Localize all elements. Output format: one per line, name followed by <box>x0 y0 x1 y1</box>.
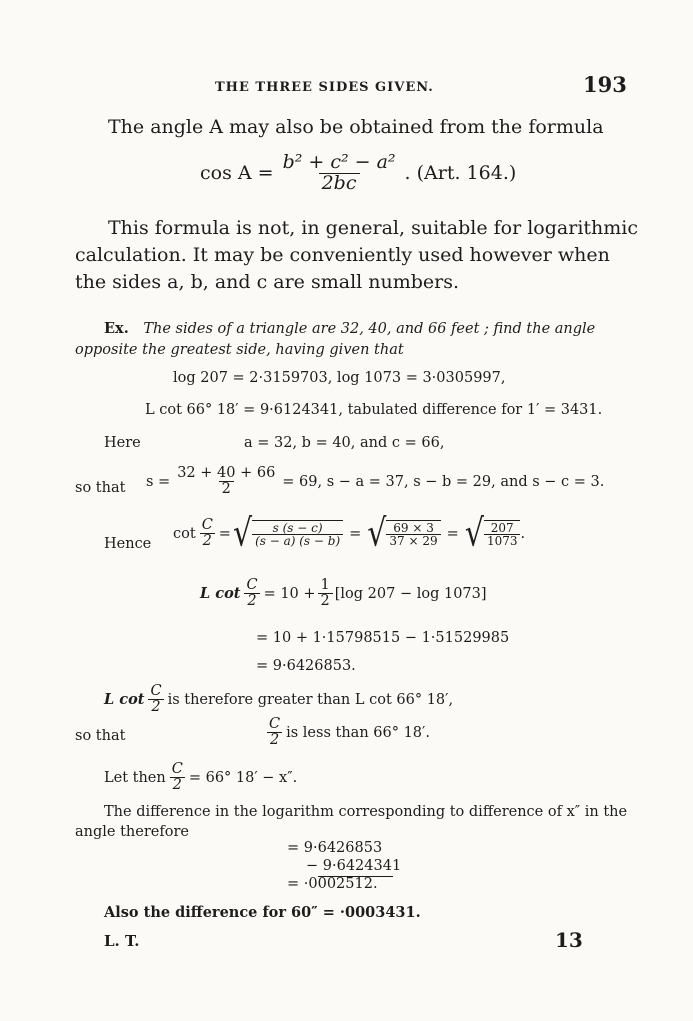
greater-line <box>104 684 453 715</box>
less-line <box>263 717 430 748</box>
lcot-equation <box>200 578 487 609</box>
eq-2: = <box>349 525 362 542</box>
rad3-den: 1073 <box>484 534 521 548</box>
subtraction-result: = ·0002512. <box>287 876 378 892</box>
let-half-c <box>169 762 186 793</box>
sqrt-icon: √ <box>464 511 484 555</box>
s-fraction <box>174 466 278 497</box>
lcot-rhs-b: [log 207 − log 1073] <box>334 585 487 602</box>
rad3-num: 207 <box>490 520 514 535</box>
rad2-den: 37 × 29 <box>386 534 440 548</box>
s-rest: = 69, s − a = 37, s − b = 29, and s − c = 3. <box>282 473 605 490</box>
rad2-num: 69 × 3 <box>393 520 434 535</box>
let-line <box>104 762 297 793</box>
let-rest: = 66° 18′ − x″. <box>188 769 298 786</box>
intro-line: The angle A may also be obtained from the formula <box>108 116 604 138</box>
lcot-half-den: 2 <box>318 593 333 609</box>
para-line-1: This formula is not, in general, suitable for logarithmic <box>108 217 639 239</box>
also-difference: Also the difference for 60″ = ·0003431. <box>104 904 421 921</box>
radical-2-fraction <box>386 520 440 548</box>
so-that-label: so that <box>75 480 126 496</box>
signature-mark: L. T. <box>104 932 140 950</box>
eq-3: = <box>446 525 459 542</box>
example-statement-1 <box>104 320 595 337</box>
example-statement-2: opposite the greatest side, having given that <box>75 342 404 358</box>
lcot-half-c-den: 2 <box>244 593 259 609</box>
half-c-den: 2 <box>200 533 215 549</box>
step-3: = 9·6426853. <box>256 658 356 674</box>
s-lhs: s = <box>146 473 171 490</box>
radical-3-fraction <box>484 520 521 548</box>
diff-line-2: angle therefore <box>75 824 189 840</box>
s-denominator: 2 <box>219 481 234 497</box>
let-half-c-num: C <box>171 761 183 777</box>
radical-2 <box>367 511 440 555</box>
less-half-c-num: C <box>269 716 281 732</box>
here-label: Here <box>104 435 141 451</box>
semi-perimeter-line <box>146 466 604 497</box>
radical-3 <box>464 511 521 555</box>
less-half-c-den: 2 <box>267 732 282 748</box>
lcot-half-c <box>243 578 260 609</box>
so-that-label-2: so that <box>75 728 126 744</box>
lcot-half-c-num: C <box>246 577 258 593</box>
subtraction-row-1: = 9·6426853 <box>287 840 383 856</box>
cos-lhs: cos A = <box>200 162 274 185</box>
lcot-rhs-a: = 10 + <box>263 585 316 602</box>
subtraction-row-2: − 9·6424341 <box>306 858 402 874</box>
half-angle-cot-formula <box>173 511 526 555</box>
half-c-fraction <box>199 518 216 549</box>
sqrt-icon: √ <box>232 511 253 555</box>
diff-line-1: The difference in the logarithm corresponding to difference of x″ in the <box>104 804 628 820</box>
eq-1: = <box>218 525 231 542</box>
greater-half-c-den: 2 <box>148 699 163 715</box>
greater-rest: is therefore greater than L cot 66° 18′, <box>167 691 454 708</box>
less-half-c <box>266 717 283 748</box>
cos-denominator: 2bc <box>319 173 360 194</box>
cos-fraction <box>280 153 399 194</box>
cosine-formula <box>200 153 516 194</box>
para-line-2: calculation. It may be conveniently used however when <box>75 244 610 266</box>
radical-1-fraction <box>252 520 343 548</box>
para-line-3: the sides a, b, and c are small numbers. <box>75 271 460 293</box>
radical-1 <box>232 511 343 555</box>
sqrt-icon: √ <box>367 511 387 555</box>
cot-prefix: cot <box>173 525 196 542</box>
example-text-1: The sides of a triangle are 32, 40, and 66 feet ; find the angle <box>143 321 596 337</box>
let-half-c-den: 2 <box>170 777 185 793</box>
given-logs: log 207 = 2·3159703, log 1073 = 3·0305997, <box>173 370 506 386</box>
lcot-prefix: L cot <box>200 585 241 603</box>
let-prefix: Let then <box>104 769 166 786</box>
less-rest: is less than 66° 18′. <box>286 724 430 741</box>
radical-period: . <box>520 525 526 542</box>
greater-half-c-num: C <box>150 683 162 699</box>
step-2: = 10 + 1·15798515 − 1·51529985 <box>256 630 510 646</box>
rad1-den: (s − a) (s − b) <box>252 534 343 548</box>
lcot-half <box>318 578 333 609</box>
greater-half-c <box>147 684 164 715</box>
s-numerator: 32 + 40 + 66 <box>177 465 276 481</box>
half-c-num: C <box>201 517 213 533</box>
given-lcot: L cot 66° 18′ = 9·6124341, tabulated difference for 1′ = 3431. <box>145 402 603 418</box>
greater-prefix: L cot <box>104 691 145 709</box>
here-values: a = 32, b = 40, and c = 66, <box>244 435 445 451</box>
rad1-num: s (s − c) <box>272 520 323 535</box>
lcot-half-num: 1 <box>320 577 330 593</box>
example-label: Ex. <box>104 320 129 337</box>
hence-label: Hence <box>104 536 152 552</box>
cos-numerator: b² + c² − a² <box>282 151 396 173</box>
art-reference: . (Art. 164.) <box>404 162 517 185</box>
page-number: 193 <box>583 72 627 97</box>
running-header: THE THREE SIDES GIVEN. <box>215 80 434 95</box>
sheet-number: 13 <box>555 928 583 952</box>
